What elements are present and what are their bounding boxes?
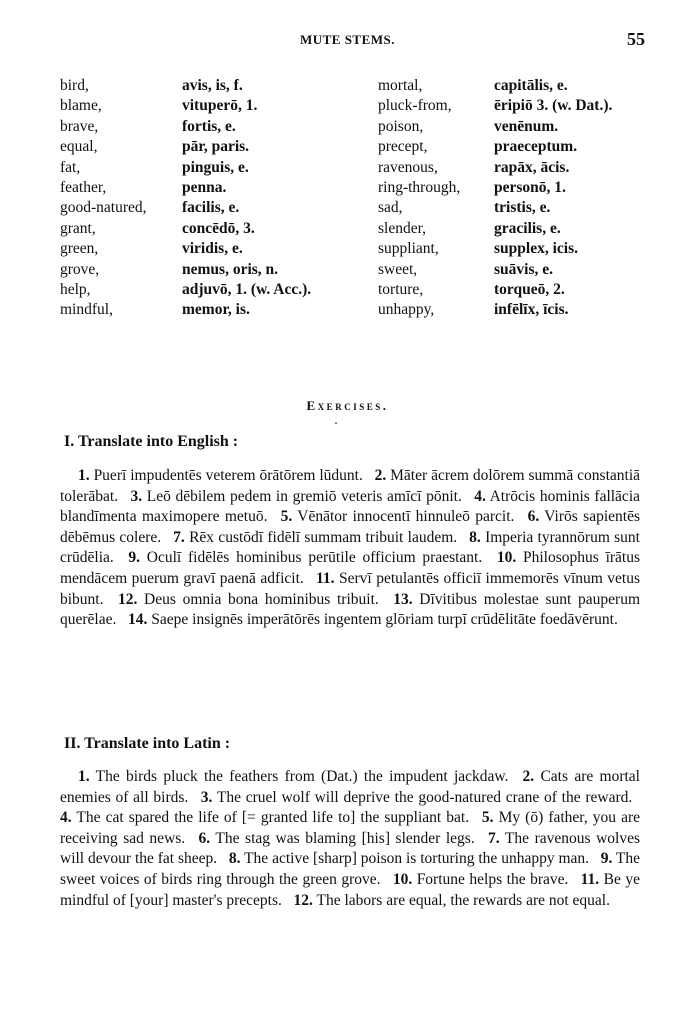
sentence-number: 4. xyxy=(60,809,72,827)
exercise-sentence xyxy=(173,529,457,546)
sentence-number: 1. xyxy=(78,467,90,484)
sentence-number: 11. xyxy=(580,870,600,888)
exercise-sentence xyxy=(229,850,589,867)
exercise-paragraph-latin xyxy=(60,767,640,911)
latin-word: avis, is, f. xyxy=(182,77,243,94)
exercise-sentence xyxy=(78,467,363,484)
latin-word: venēnum. xyxy=(494,117,559,135)
english-word: pluck-from, xyxy=(378,97,452,115)
latin-word: suāvis, e. xyxy=(494,260,553,278)
english-word: sad, xyxy=(378,199,403,217)
exercise-sentence xyxy=(281,508,515,525)
divider-dot xyxy=(335,422,337,424)
section-heading-english: I. Translate into English : xyxy=(64,433,239,450)
sentence-number: 7. xyxy=(173,528,185,546)
sentence-number: 12. xyxy=(117,590,138,608)
exercise-sentence xyxy=(128,549,482,566)
sentence-number: 3. xyxy=(130,487,143,505)
section-heading-latin: II. Translate into Latin : xyxy=(64,735,231,752)
english-word: bird, xyxy=(60,77,89,94)
sentence-number: 10. xyxy=(392,870,413,888)
exercise-sentence xyxy=(130,488,461,505)
english-word: mortal, xyxy=(378,77,423,94)
english-word: brave, xyxy=(60,117,99,135)
english-word: blame, xyxy=(60,97,102,115)
sentence-text: My (ō) father, you are receiving sad news. xyxy=(60,809,641,847)
english-word: fat, xyxy=(60,158,81,176)
sentence-text: Dīvitibus molestae sunt pauperum querēlae. xyxy=(60,590,640,629)
sentence-text: Cats are mortal enemies of all birds. xyxy=(60,768,640,806)
sentence-text: The cruel wolf will deprive the good-natured crane of the reward. xyxy=(212,788,633,806)
sentence-text: Be ye mindful of [your] master's precepts. xyxy=(60,870,641,909)
sentence-number: 9. xyxy=(128,549,140,567)
exercise-sentence xyxy=(294,892,610,909)
exercises-title: Exercises. xyxy=(306,398,389,413)
sentence-number: 11. xyxy=(316,569,335,587)
english-word: grant, xyxy=(60,219,96,237)
sentence-number: 10. xyxy=(496,549,517,567)
english-word: feather, xyxy=(60,178,107,196)
sentence-number: 7. xyxy=(488,829,500,847)
sentence-text: Servī petulantēs officiī immemorēs vīnum vetus bibunt. xyxy=(60,569,640,608)
english-word: good-natured, xyxy=(60,199,147,217)
latin-word: fortis, e. xyxy=(182,117,236,135)
latin-word: memor, is. xyxy=(182,301,250,319)
english-word: poison, xyxy=(378,117,424,135)
sentence-text: The sweet voices of birds ring through the green grove. xyxy=(60,850,641,888)
sentence-text: The birds pluck the feathers from (Dat.) the impudent jackdaw. xyxy=(89,768,509,785)
latin-word: viridis, e. xyxy=(182,240,243,258)
sentence-number: 2. xyxy=(522,768,535,785)
sentence-text: The ravenous wolves will devour the fat sheep. xyxy=(60,829,641,868)
running-title: MUTE STEMS. xyxy=(299,32,396,47)
sentence-number: 6. xyxy=(527,508,540,526)
latin-word: infēlīx, īcis. xyxy=(494,301,569,319)
latin-word: tristis, e. xyxy=(494,199,551,217)
sentence-text: The stag was blaming [his] slender legs. xyxy=(210,829,475,847)
sentence-number: 8. xyxy=(228,850,241,868)
sentence-number: 14. xyxy=(128,611,148,629)
sentence-text: Saepe insignēs imperātōrēs ingentem glōriam turpī crūdēlitāte foedāvērunt. xyxy=(147,611,618,629)
sentence-text: The labors are equal, the rewards are not equal. xyxy=(312,891,610,909)
page-header xyxy=(0,29,695,52)
sentence-text: Vēnātor innocentī hinnuleō parcit. xyxy=(292,508,515,526)
sentence-text: Oculī fidēlēs hominibus perūtile officium praestant. xyxy=(139,549,483,567)
exercise-sentence xyxy=(78,768,509,785)
sentence-number: 5. xyxy=(481,809,494,827)
sentence-text: Puerī impudentēs veterem ōrātōrem lūdunt. xyxy=(89,467,363,484)
english-word: suppliant, xyxy=(378,240,439,258)
sentence-number: 2. xyxy=(374,467,387,484)
latin-word: facilis, e. xyxy=(182,199,240,217)
latin-word: praeceptum. xyxy=(494,138,578,156)
english-word: sweet, xyxy=(378,260,418,278)
sentence-number: 8. xyxy=(469,528,481,546)
sentence-text: Deus omnia bona hominibus tribuit. xyxy=(137,590,379,608)
sentence-number: 3. xyxy=(200,788,213,806)
latin-word: pār, paris. xyxy=(182,138,250,156)
sentence-text: Leō dēbilem pedem in gremiō veteris amīcī pōnit. xyxy=(142,487,462,505)
latin-word: ēripiō 3. (w. Dat.). xyxy=(494,97,613,115)
latin-word: personō, 1. xyxy=(494,178,566,196)
sentence-text: Māter ācrem dolōrem summā constantiā tolerābat. xyxy=(60,467,641,505)
sentence-text: Atrōcis hominis fallācia blandīmenta maximopere metuō. xyxy=(60,487,641,526)
latin-word: supplex, icis. xyxy=(494,240,578,258)
sentence-text: Philosophus īrātus mendācem puerum gravī paenā adficit. xyxy=(60,549,641,587)
sentence-text: Fortune helps the brave. xyxy=(412,870,569,888)
sentence-number: 5. xyxy=(280,508,293,526)
english-word: torture, xyxy=(378,280,424,298)
page-number: 55 xyxy=(627,29,645,49)
latin-word: penna. xyxy=(182,178,227,196)
latin-word: torqueō, 2. xyxy=(494,280,565,298)
sentence-text: The active [sharp] poison is torturing the unhappy man. xyxy=(240,850,590,868)
latin-word: concēdō, 3. xyxy=(182,219,255,237)
english-word: equal, xyxy=(60,138,98,156)
english-word: green, xyxy=(60,240,99,258)
sentence-text: Imperia tyrannōrum sunt crūdēlia. xyxy=(60,528,640,567)
english-word: grove, xyxy=(60,260,100,278)
sentence-text: Virōs sapientēs dēbēmus colere. xyxy=(60,508,640,546)
english-word: ravenous, xyxy=(378,158,438,176)
sentence-number: 4. xyxy=(474,487,486,505)
english-word: mindful, xyxy=(60,301,113,319)
sentence-text: Rēx custōdī fidēlī summam tribuit laudem. xyxy=(184,528,458,546)
english-word: precept, xyxy=(378,138,428,156)
english-word: slender, xyxy=(378,219,427,237)
latin-word: pinguis, e. xyxy=(182,158,249,176)
latin-word: rapāx, ācis. xyxy=(494,158,570,176)
exercise-sentence xyxy=(393,871,569,888)
english-word: help, xyxy=(60,280,91,298)
latin-word: nemus, oris, n. xyxy=(182,260,279,278)
exercise-sentence xyxy=(198,830,474,847)
latin-word: vituperō, 1. xyxy=(182,97,258,115)
exercise-sentence xyxy=(60,809,469,826)
sentence-number: 9. xyxy=(600,850,613,868)
sentence-number: 1. xyxy=(78,768,90,785)
latin-word: adjuvō, 1. (w. Acc.). xyxy=(182,280,312,298)
exercise-sentence xyxy=(118,591,379,608)
english-word: unhappy, xyxy=(378,301,435,319)
latin-word: capitālis, e. xyxy=(494,77,568,94)
latin-word: gracilis, e. xyxy=(494,219,561,237)
sentence-number: 12. xyxy=(293,891,313,909)
exercise-sentence xyxy=(128,611,618,628)
english-word: ring-through, xyxy=(378,178,461,196)
sentence-number: 13. xyxy=(393,590,413,608)
exercise-sentence xyxy=(201,789,632,806)
sentence-number: 6. xyxy=(198,829,211,847)
sentence-text: The cat spared the life of [= granted life to] the suppliant bat. xyxy=(71,809,470,827)
exercise-paragraph-english xyxy=(60,466,640,631)
